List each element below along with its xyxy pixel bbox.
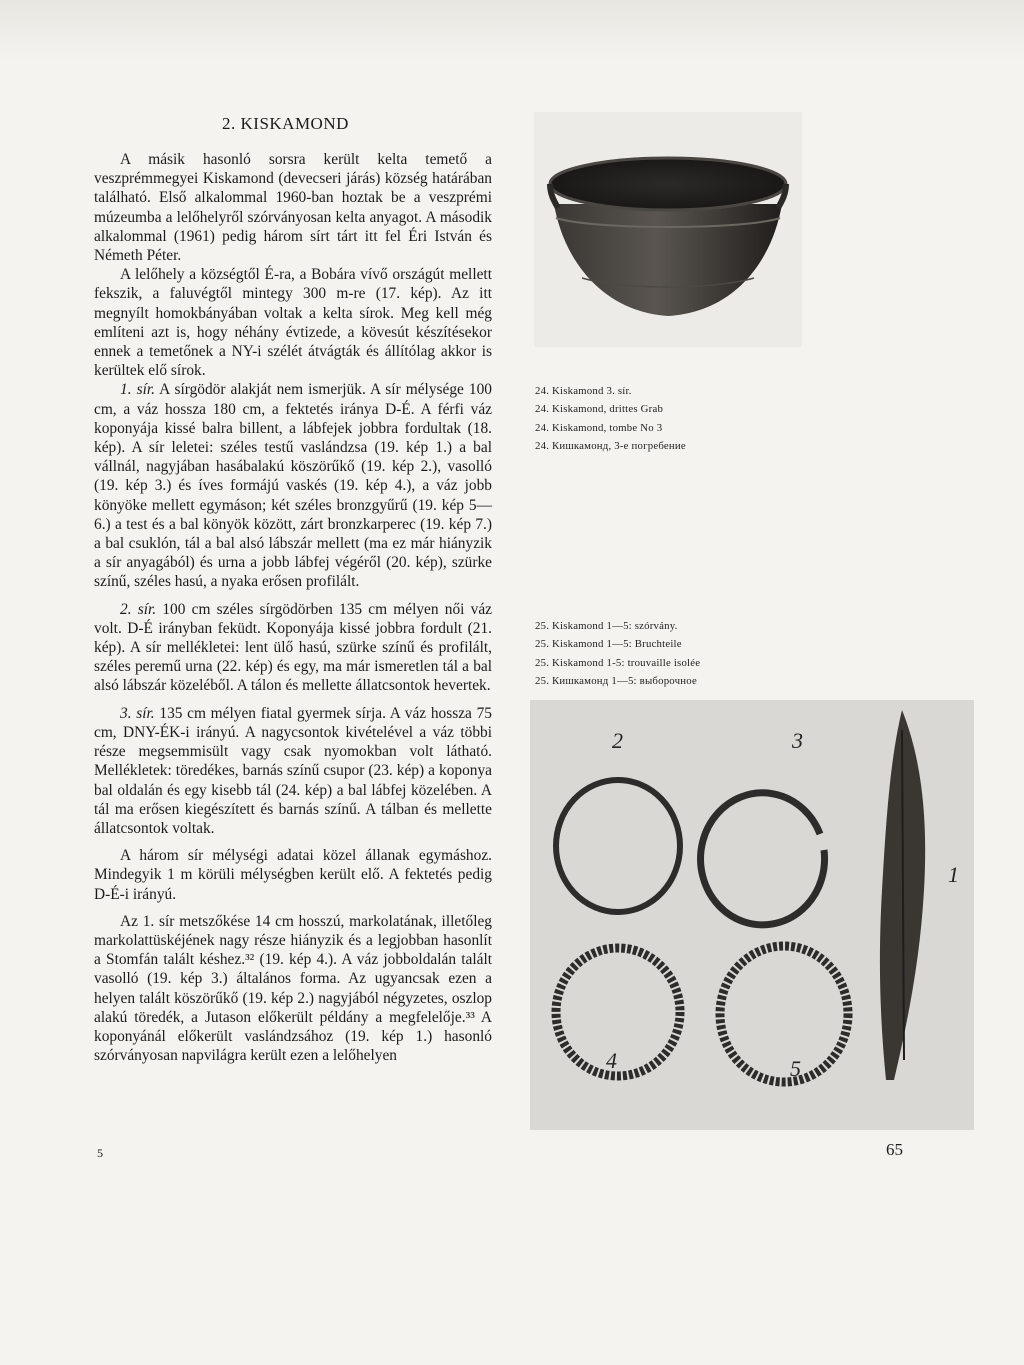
page-number: 65 [886,1140,903,1159]
paragraph: Az 1. sír metszőkése 14 cm hosszú, markolatának, illetőleg markolattüskéjének nagy része hiányzik és a legjobban hasonlít a Stomfán talált késhez.³² (19. kép 4.). A váz jobboldalán talált vasolló (19. kép 3.) általános forma. Az ugyancsak ezen a helyen talált köszörűkő (19. kép 2.) nagyjából négyzetes, oszlop alakú töredék, a Jutason előkerült példány a megfelelője.³³ A koponyánál előkerült vaslándzsához (19. kép 1.) hasonló szórványosan napvilágra került ezen a lelőhelyen [94,912,492,1065]
figure-number: 2 [612,728,623,753]
caption-line: 24. Kiskamond, tombe No 3 [535,421,663,434]
bleed-through-shadow [0,0,1024,60]
body-text-column [94,150,492,1065]
caption-line: 25. Кишкамонд 1—5: выборочное [535,675,697,688]
caption-line: 25. Kiskamond 1—5: szórvány. [535,620,678,632]
bowl-photo [534,112,802,347]
figure-25-caption [535,617,700,691]
caption-line: 25. Kiskamond 1—5: Bruchteile [535,638,682,651]
caption-line: 24. Kiskamond, drittes Grab [535,403,664,416]
bowl-illustration [534,112,802,347]
figure-24-caption [535,382,686,456]
paragraph: A három sír mélységi adatai közel állanak egymáshoz. Mindegyik 1 m körüli mélységben került elő. A fektetés pedig D-É-i irányú. [94,847,492,903]
figure-number: 4 [606,1048,617,1073]
paragraph: 3. sír. 135 cm mélyen fiatal gyermek sírja. A váz hossza 75 cm, DNY-ÉK-i irányú. A nagycsontok kivételével a váz többi része megsemmisült vagy csak nyomokban volt látható. Mellékletek: töredékes, barnás színű csupor (23. kép) a koponya bal oldalán és egy kisebb tál (24. kép) a bal lábfej közelében. A tál ma erősen kiegészített és barnás színű. A tálban és mellette állatcsontok voltak. [94,704,492,837]
figure-number: 1 [948,862,959,887]
rings-spearhead-photo [530,700,974,1130]
paragraph: A másik hasonló sorsra került kelta temető a veszprémmegyei Kiskamond (devecseri járás) község határában található. Első alkalommal 1960-ban hoztak be a veszprémi múzeumba a lelőhelyről szórványosan kelta anyagot. A második alkalommal (1961) pedig három sírt tárt itt fel Éri István és Németh Péter. [94,151,492,265]
signature-mark: 5 [97,1146,103,1160]
paragraph: 1. sír. A sírgödör alakját nem ismerjük. A sír mélysége 100 cm, a váz hossza 180 cm, a fektetés iránya D-É. A férfi váz koponyája kissé balra billent, a lábfejek jobbra fordultak (18. kép). A sír leletei: széles testű vaslándzsa (19. kép 1.) a bal vállnál, nagyjában hasábalakú köszörűkő (19. kép 2.), vasolló (19. kép 3.) és íves formájú vaskés (19. kép 4.), a váz jobb könyöke mellett egymáson; két széles bronzgyűrű (19. kép 5—6.) a test és a bal könyök között, zárt bronzkarperec (19. kép 7.) a bal csuklón, tál a bal alsó lábszár mellett (ma ez már hiányzik a sír anyagából) és urna a jobb lábfej végéről (20. kép), szürke színű, széles hasú, a nyaka erősen profilált. [94,381,492,591]
figure-number: 3 [792,728,803,753]
paragraph: 2. sír. 100 cm széles sírgödörben 135 cm mélyen női váz volt. D-É irányban feküdt. Koponyája kissé jobbra fordult (21. kép). A sír mellékletei: lent ülő hasú, szürke színű és profilált, széles peremű urna (22. kép) és egy, ma már ismeretlen tál a bal alsó lábszár közeléből. A tálon és mellette állatcsontok hevertek. [94,600,492,695]
finds-illustration [530,700,974,1130]
caption-line: 24. Кишкамонд, 3-е погребение [535,440,686,453]
figure-number: 5 [790,1056,801,1081]
caption-line: 24. Kiskamond 3. sír. [535,385,632,397]
caption-line: 25. Kiskamond 1-5: trouvaille isolée [535,656,701,669]
section-title: 2. KISKAMOND [222,114,349,133]
paragraph: A lelőhely a községtől É-ra, a Bobára vívő országút mellett fekszik, a faluvégtől mintegy 300 m-re (17. kép). Az itt megnyílt homokbányában voltak a kelta sírok. Meg kell még említeni azt is, hogy néhány évtizede, a kövesút készítésekor ennek a temetőnek a NY-i szélét átvágták és állítólag akkor is kerültek elő sírok. [94,266,492,380]
